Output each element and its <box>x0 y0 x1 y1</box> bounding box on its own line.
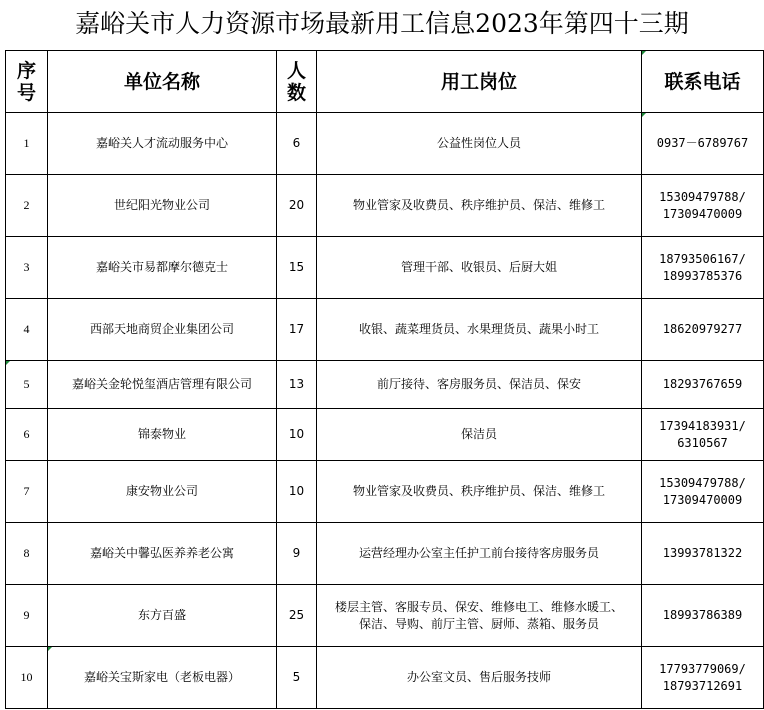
table-row <box>6 361 764 409</box>
row-positions-text: 办公室文员、售后服务技师 <box>406 670 551 684</box>
row-count <box>277 585 317 647</box>
row-positions-text: 公益性岗位人员 <box>436 136 521 150</box>
header-positions: 用工岗位 <box>317 51 642 113</box>
row-count <box>277 409 317 461</box>
row-positions-text: 收银、蔬菜理货员、水果理货员、蔬果小时工 <box>358 322 599 336</box>
row-positions <box>317 299 642 361</box>
header-index <box>6 51 48 113</box>
row-phone <box>642 647 764 709</box>
row-positions-text: 运营经理办公室主任护工前台接待客房服务员 <box>358 546 599 560</box>
table-row <box>6 585 764 647</box>
job-table <box>5 50 764 709</box>
header-phone <box>642 51 764 113</box>
row-count-text: 6 <box>292 136 301 150</box>
header-phone-label: 联系电话 <box>664 70 741 93</box>
row-index <box>6 647 48 709</box>
row-index <box>6 461 48 523</box>
row-positions <box>317 523 642 585</box>
row-phone <box>642 237 764 299</box>
row-phone <box>642 523 764 585</box>
row-company <box>48 299 277 361</box>
row-index-text: 10 <box>20 670 33 684</box>
row-positions <box>317 585 642 647</box>
row-company-text: 嘉峪关宝斯家电（老板电器） <box>83 670 240 684</box>
row-phone-text: 13993781322 <box>662 546 743 560</box>
row-phone-text: 17793779069/ 18793712691 <box>659 661 746 693</box>
row-positions <box>317 237 642 299</box>
row-count <box>277 361 317 409</box>
row-count-text: 13 <box>288 377 305 391</box>
row-index <box>6 175 48 237</box>
row-company <box>48 175 277 237</box>
row-positions <box>317 113 642 175</box>
row-index <box>6 585 48 647</box>
row-index <box>6 409 48 461</box>
row-company-text: 西部天地商贸企业集团公司 <box>89 322 234 336</box>
row-phone <box>642 585 764 647</box>
row-positions <box>317 361 642 409</box>
row-positions-text: 物业管家及收费员、秩序维护员、保洁、维修工 <box>352 198 605 212</box>
header-count <box>277 51 317 113</box>
cell-marker-icon <box>6 361 10 365</box>
row-phone <box>642 113 764 175</box>
row-count <box>277 523 317 585</box>
row-index-text: 6 <box>23 427 30 441</box>
row-company <box>48 409 277 461</box>
row-company <box>48 523 277 585</box>
row-positions-text: 楼层主管、客服专员、保安、维修电工、维修水暖工、 保洁、导购、前厅主管、厨师、蒸箱、服务员 <box>334 599 623 631</box>
row-index-text: 3 <box>23 260 30 274</box>
table-header-row <box>6 51 764 113</box>
table-row <box>6 237 764 299</box>
row-positions-text: 物业管家及收费员、秩序维护员、保洁、维修工 <box>352 484 605 498</box>
row-index-text: 8 <box>23 546 30 560</box>
row-phone <box>642 409 764 461</box>
row-phone-text: 0937－6789767 <box>656 136 749 150</box>
row-company <box>48 361 277 409</box>
row-phone-text: 15309479788/ 17309470009 <box>659 475 746 507</box>
table-row <box>6 461 764 523</box>
row-count-text: 5 <box>292 670 301 684</box>
row-index <box>6 237 48 299</box>
row-company-text: 嘉峪关人才流动服务中心 <box>95 136 228 150</box>
row-phone-text: 18293767659 <box>662 377 743 391</box>
row-positions-text: 保洁员 <box>460 427 497 441</box>
row-company <box>48 647 277 709</box>
row-phone <box>642 175 764 237</box>
row-phone <box>642 299 764 361</box>
row-count-text: 9 <box>292 546 301 560</box>
row-company-text: 嘉峪关金轮悦玺酒店管理有限公司 <box>71 377 252 391</box>
row-index-text: 4 <box>23 322 30 336</box>
row-company-text: 康安物业公司 <box>125 484 198 498</box>
row-company <box>48 585 277 647</box>
row-positions-text: 管理干部、收银员、后厨大姐 <box>400 260 557 274</box>
table-row <box>6 299 764 361</box>
row-count <box>277 299 317 361</box>
row-index-text: 7 <box>23 484 30 498</box>
table-row <box>6 647 764 709</box>
cell-marker-icon <box>642 113 646 117</box>
row-company <box>48 461 277 523</box>
row-count-text: 17 <box>288 322 305 336</box>
table-row <box>6 113 764 175</box>
cell-marker-icon <box>642 51 646 55</box>
row-count <box>277 647 317 709</box>
row-count <box>277 461 317 523</box>
row-index-text: 9 <box>23 608 30 622</box>
row-phone-text: 18993786389 <box>662 608 743 622</box>
row-company-text: 嘉峪关市易都摩尔德克士 <box>95 260 228 274</box>
row-company-text: 世纪阳光物业公司 <box>113 198 210 212</box>
row-index-text: 5 <box>23 377 30 391</box>
row-positions <box>317 175 642 237</box>
row-count <box>277 113 317 175</box>
row-count <box>277 175 317 237</box>
row-phone-text: 17394183931/ 6310567 <box>659 418 746 450</box>
row-company <box>48 113 277 175</box>
row-positions-text: 前厅接待、客房服务员、保洁员、保安 <box>376 377 581 391</box>
header-company: 单位名称 <box>48 51 277 113</box>
row-phone-text: 18620979277 <box>662 322 743 336</box>
row-positions <box>317 647 642 709</box>
row-index-text: 1 <box>23 136 30 150</box>
row-index-text: 2 <box>23 198 30 212</box>
row-count <box>277 237 317 299</box>
row-positions <box>317 409 642 461</box>
row-index <box>6 113 48 175</box>
table-body <box>6 113 764 709</box>
header-count-label: 人 数 <box>286 59 306 104</box>
row-company-text: 嘉峪关中馨弘医养养老公寓 <box>89 546 234 560</box>
row-count-text: 15 <box>288 260 305 274</box>
row-count-text: 10 <box>288 427 305 441</box>
cell-marker-icon <box>48 647 52 651</box>
row-company-text: 锦泰物业 <box>137 427 186 441</box>
row-index <box>6 523 48 585</box>
row-phone-text: 15309479788/ 17309470009 <box>659 189 746 221</box>
row-index <box>6 361 48 409</box>
header-index-label: 序 号 <box>16 59 36 104</box>
table-row <box>6 175 764 237</box>
row-count-text: 20 <box>288 198 305 212</box>
row-count-text: 25 <box>288 608 305 622</box>
row-phone <box>642 361 764 409</box>
table-row <box>6 409 764 461</box>
row-phone <box>642 461 764 523</box>
row-company-text: 东方百盛 <box>137 608 186 622</box>
row-index <box>6 299 48 361</box>
page-title: 嘉峪关市人力资源市场最新用工信息2023年第四十三期 <box>75 9 689 38</box>
row-count-text: 10 <box>288 484 305 498</box>
row-company <box>48 237 277 299</box>
table-row <box>6 523 764 585</box>
row-positions <box>317 461 642 523</box>
row-phone-text: 18793506167/ 18993785376 <box>659 251 746 283</box>
